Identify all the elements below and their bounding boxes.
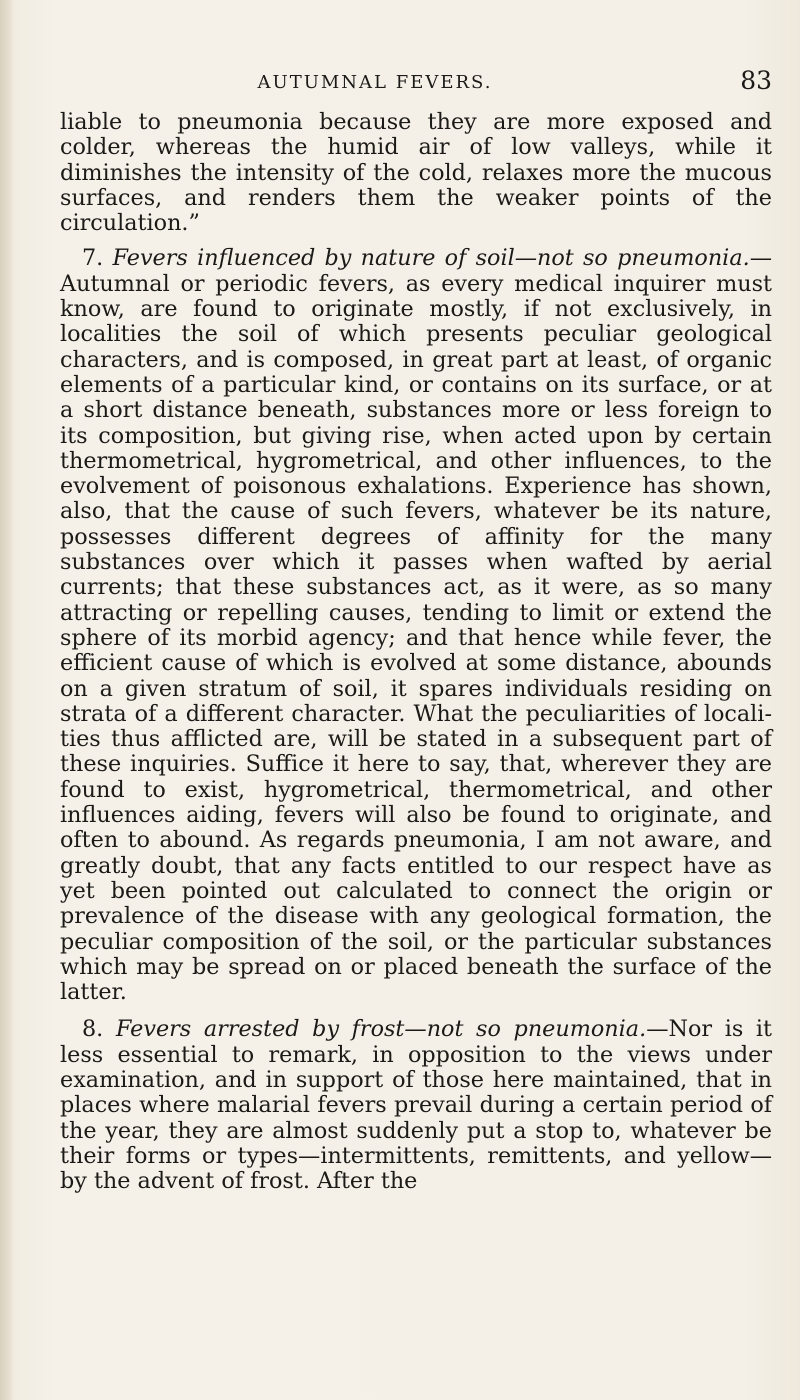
page-number: 83	[740, 66, 772, 95]
section-7-number: 7.	[82, 245, 104, 272]
page-header	[140, 64, 772, 94]
paragraph-section-7	[60, 246, 772, 1005]
paragraph-continuation: liable to pneumonia because they are more exposed and colder, whereas the humid air of low valleys, while it diminishes the intensity of the cold, relaxes more the mucous surfaces, and renders them the weaker points of the circulation.”	[60, 109, 772, 237]
section-7-body: —Autumnal or periodic fevers, as every medical inquirer must know, are found to originate mostly, if not exclusively, in localities the soil of which presents peculiar geological characters, and is composed, in great part at least, of organic elements of a particular kind, or contains on its surface, or at a short distance beneath, substances more or less foreign to its composition, but giving rise, when acted upon by certain thermometrical, hygrometrical, and other influences, to the evolvement of poisonous exhalations. Experience has shown, also, that the cause of such fevers, whatever be its nature, possesses different degrees of affinity for the many substances over which it passes when wafted by aerial currents; that these substances act, as it were, as so many attracting or repelling causes, tending to limit or extend the sphere of its morbid agency; and that hence while fever, the efficient cause of which is evolved at some distance, abounds on a given stratum of soil, it spares individuals residing on strata of a different character. What the peculiarities of localities thus afflicted are, will be stated in a subsequent part of these inquiries. Suffice it here to say, that, wherever they are found to exist, hygrometrical, thermometrical, and other influences aiding, fevers will also be found to originate, and often to abound. As regards pneumonia, I am not aware, and greatly doubt, that any facts entitled to our respect have as yet been pointed out calculated to connect the origin or prevalence of the disease with any geological formation, the peculiar composition of the soil, or the particular substances which may be spread on or placed beneath the surface of the latter.	[60, 245, 772, 1006]
page-binding-shadow	[0, 0, 14, 1400]
section-8-body: —Nor is it less essential to remark, in opposition to the views under examination, and in support of those here maintained, that in places where malarial fevers prevail during a certain period of the year, they are almost suddenly put a stop to, whatever be their forms or types—intermittents, remittents, and yellow—by the advent of frost. After the	[60, 1016, 772, 1195]
section-7-title: Fevers influenced by nature of soil—not so pneumonia.	[112, 245, 750, 272]
section-8-number: 8.	[82, 1016, 104, 1043]
text-body	[60, 110, 772, 1194]
paragraph-section-8	[60, 1017, 772, 1194]
section-8-title: Fevers arrested by frost—not so pneumonia.	[115, 1016, 647, 1043]
running-head: AUTUMNAL FEVERS.	[257, 72, 493, 93]
